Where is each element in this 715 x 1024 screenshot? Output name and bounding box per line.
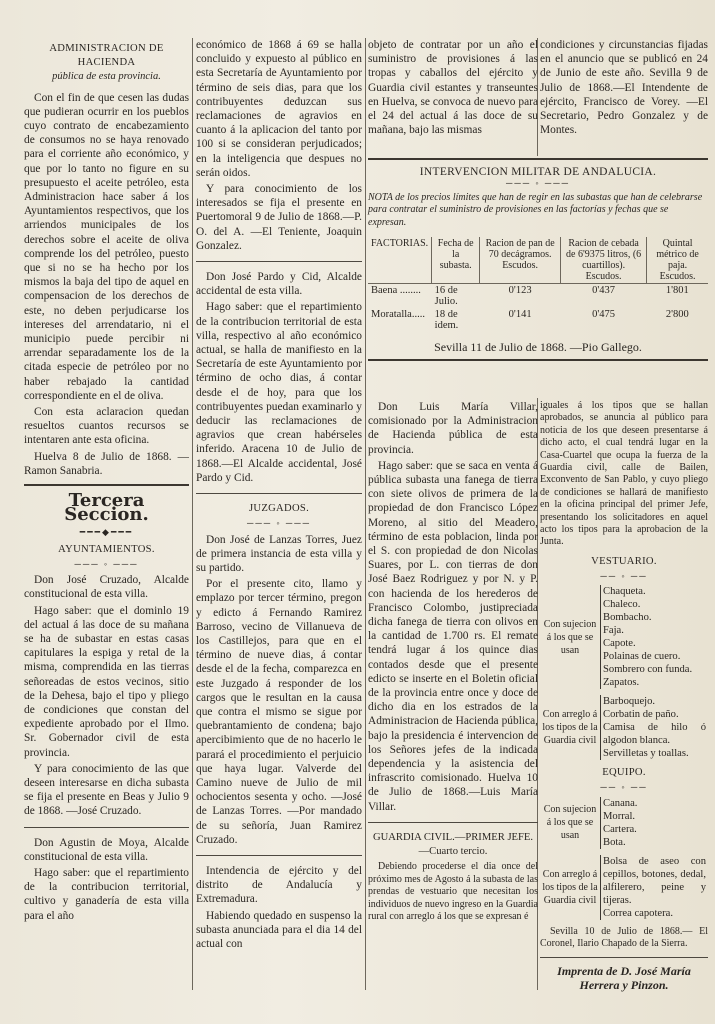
column-4 [540, 400, 708, 1000]
guardia-signature: Sevilla 10 de Julio de 1868.— El Coronel, Ilario Chapado de la Sierra. [540, 925, 708, 950]
header-paja: Quintal métrico de paja. Escudos. [647, 237, 708, 284]
header-cebada: Racion de cebada de 6'9375 litros, (6 cuartillos). Escudos. [560, 237, 646, 284]
admin-subtitle: pública de esta provincia. [52, 71, 161, 83]
cell: 0'475 [592, 309, 616, 321]
cell: 1'801 [665, 285, 689, 297]
cell: 0'141 [508, 309, 532, 321]
list-item: Sombrero con funda. [603, 664, 693, 676]
list-item: Chaqueta. [603, 586, 646, 598]
cell: 0'437 [592, 285, 616, 297]
divider [196, 493, 362, 494]
cruzado-body: Hago saber: que el dominlo 19 del actual á las doce de su mañana se ha de subastar en estas casas capitulares la espiga y retal de la misma, comprendida en las tierras señoreadas de estos vecinos, sitio de la Dehesa, bajo el tipo y pliego de condiciones que constan del expediente aprobado por el Ilmo. Sr. Gobernador civil de esta provincia. [24, 604, 189, 759]
cell: 2'800 [665, 309, 689, 321]
equipo-group-1 [540, 797, 708, 849]
group-label: Con arreglo á los tipos de la Guardia civil [542, 709, 598, 747]
equipo-group-2 [540, 855, 708, 920]
guardia-continuation: iguales á los tipos que se hallan aprobados, se anuncia al público para noticia de los que deseen presentarse á dicho acto, el cual tendrá lugar en la Casa-Cuartel que ocupa la fuerza de la Guardia civil, calle de Bailen, Exconvento de San Pablo, y cuyo pliego de condiciones se hallará de manifiesto en la oficina principal del primer Jefe, presentando los solicitadores en aquel acto los tipos para la aprobacion de la Junta. [540, 400, 708, 548]
intervencion-note: NOTA de los precios límites que han de regir en las subastas que han de celebrarse para contratar el suministro de provisiones en las factorías y fechas que se expresan. [368, 192, 703, 228]
cruzado-body-2: Y para conocimiento de las que deseen interesarse en dicha subasta se fija el presente en Beas y Julio 9 de 1868. —José Cruzado. [24, 762, 189, 818]
group-label: Con arreglo á los tipos de la Guardia civil [542, 868, 598, 906]
list-item: Bombacho. [603, 612, 652, 624]
juzgados-heading: JUZGADOS. [248, 503, 310, 515]
cell: Baena ........ [371, 285, 421, 297]
moya-body: Hago saber: que el repartimiento de la contribucion territorial, cultivo y ganadería de esta villa para el año [24, 866, 189, 922]
cell: 0'123 [508, 285, 532, 297]
list-item: Capote. [603, 638, 636, 650]
list-item: Bota. [603, 836, 626, 848]
admin-signature: Huelva 8 de Julio de 1868. —Ramon Sanabria. [24, 450, 189, 477]
column-3 [368, 400, 538, 990]
divider [368, 822, 538, 823]
intervencion-title: INTERVENCION MILITAR DE ANDALUCIA. [419, 166, 657, 178]
list-item: Faja. [603, 625, 624, 637]
divider [24, 827, 189, 828]
vestuario-group-2 [540, 695, 708, 760]
admin-body: Con el fin de que cesen las dudas que pudieran ocurrir en los pueblos cuyo contrato de encabezamiento de consumos no se haya renovado para el corriente año económico, y que por lo tanto no figure en su presupuesto el aceite petróleo, esta Administracion hace saber á los Ayuntamientos respectivos, que los arriendos municipales de los derechos sobre el aceite de oliva comprende los del petróleo, puesto que si no se ha hecho por los mismos la baja del tipo de aquel en compensacion de los derechos de este, no deben perjudicarse los intereses del arrendatario, ni el municipio puede percibir ni arrendar separadamente los de la citada especie de petróleo por no haber rebajado la cantidad correspondiente en el de oliva. [24, 91, 189, 402]
pardo-body: Hago saber: que el repartimiento de la contribucion territorial de esta villa, respectivo al año económico actual, se halla de manifiesto en la Secretaría de este Ayuntamiento por término de ocho dias, á contar desde el de hoy, para que los contribuyentes puedan examinarlo y deducir las reclamaciones de agravios que crean habérseles inferido. Aracena 10 de Julio de 1868.—El Alcalde accidental, José Pardo y Cid. [196, 301, 362, 484]
group-items [601, 855, 709, 920]
lanzas-body: Por el presente cito, llamo y emplazo por tercer término, pregon y edicto á Fernando Ramirez Barroso, vecino de Villanueva de los Castillejos, para que en el término de nueve dias, á contar desde el de la fecha, comparezca en este Juzgado á responder de los cargos que le resultan en la causa que contra el mismo se sigue por quebrantamiento de condena; bajo apercibimiento que de no hacerlo le parará el procedimiento el perjuicio que haya lugar. Valverde del Camino nueve de Julio de mil ochocientos sesenta y ocho. —José de Lanzas Torres. —Por mandado de su señoría, Juan Ramirez Cruzado. [196, 578, 362, 846]
list-item: Barboquejo. [603, 696, 656, 708]
column-2 [196, 38, 362, 1018]
list-item: Bolsa de aseo con cepillos, botones, dedal, alfilerero, peine y tijeras. [603, 855, 706, 906]
cell: 18 de idem. [434, 309, 459, 332]
group-label: Con sujecion á los que se usan [543, 804, 597, 842]
list-item: Correa capotera. [603, 907, 673, 919]
list-item: Morral. [603, 810, 636, 822]
reparto-continuation: económico de 1868 á 69 se halla concluido y expuesto al público en esta Secretaría de Ayuntamiento por término de seis dias, para que los contribuyentes deduzcan sus reclamaciones de agravios en cuanto á la aplicacion del tanto por 100 si se consideran perjudicados; en la inteligencia que despues no serán oidos. [196, 39, 362, 179]
list-item: Chaleco. [603, 599, 641, 611]
ornament: ─── ◦ ─── [74, 558, 139, 569]
intervencion-signature: Sevilla 11 de Julio de 1868. —Pio Gallego. [434, 340, 642, 355]
table-row [368, 284, 708, 309]
group-items [601, 695, 709, 760]
cell: Moratalla..... [371, 309, 425, 321]
reparto-continuation-2: Y para conocimiento de los interesados se fija el presente en Puertomoral 9 de Julio de 1868.—P. O. del A. —El Teniente, Joaquin Gonzalez. [196, 183, 362, 252]
list-item: Servilletas y toallas. [603, 748, 689, 760]
cell: 16 de Julio. [434, 285, 458, 308]
ornament: ─── ◦ ─── [247, 518, 311, 529]
header-factorias: FACTORIAS. [368, 237, 432, 284]
list-item: Camisa de hilo ó algodon blanca. [603, 722, 706, 747]
divider [540, 957, 708, 958]
admin-title: ADMINISTRACION DE HACIENDA [49, 43, 164, 69]
group-items [601, 585, 709, 689]
divider [196, 855, 362, 856]
column-4-top [540, 38, 708, 156]
section-title: Tercera Seccion. [64, 490, 149, 526]
list-item: Cartera. [603, 823, 637, 835]
column-3-top [368, 38, 538, 156]
header-fecha: Fecha de la subasta. [432, 237, 480, 284]
price-table-header [368, 237, 708, 284]
lanzas-heading: Don José de Lanzas Torres, Juez de primera instancia de esta villa y su partido. [196, 533, 362, 574]
intendencia-body: Habiendo quedado en suspenso la subasta anunciada para el dia 14 del actual con [196, 909, 362, 950]
price-table [368, 237, 708, 332]
ornament: ─── ◦ ─── [506, 178, 570, 188]
intervencion-block [368, 158, 708, 361]
group-label: Con sujecion á los que se usan [543, 618, 597, 656]
villar-body: Hago saber: que se saca en venta á pública subasta una fanega de tierra con siete olivos de primera de la propiedad de don Francisco López Moreno, al sitio del Meadero, término de esta poblacion, linda por el S. con propiedad de don Nicolas Suares, por L. con tierras de don José Baez Rodriguez y por N. y P. con hacienda de los herederos de Francisco Colombo, justipreciada dicha fanega de tierra con olivos en la cantidad de 1.700 rs. El remate tendrá lugar á los quince dias contados desde que el presente edicto se inserte en el Boletin oficial de la provincia entre once y doce de dicho dia en los estrados de la Administracion de Hacienda pública, bajo la presidencia é intervencion de los Señores jefes de la indicada dependencia y la asistencia del infrascrito comisionado. Huelva 10 de Julio de 1868.—Luis María Villar. [368, 459, 538, 813]
intendencia-conclusion: condiciones y circunstancias fijadas en el anuncio que se publicó en 24 de Junio de este año. Sevilla 9 de Julio de 1868.—El Intendente de ejército, Francisco de Vorey. —El Secretario, Pedro Gonzalez y de Montes. [540, 39, 708, 137]
list-item: Corbatin de paño. [603, 709, 679, 721]
intendencia-continuation: objeto de contratar por un año el suministro de provisiones á las tropas y caballos del ejército y Guardia civil estantes y transeuntes en Huelva, se convoca de nuevo para el 24 del actual á las doce de su mañana, bajo las mismas [368, 39, 538, 137]
column-rule-2 [365, 38, 366, 990]
printer-imprint: Imprenta de D. José María Herrera y Pinzon. [557, 963, 691, 992]
table-row [368, 308, 708, 332]
list-item: Canana. [603, 797, 638, 809]
column-1 [24, 38, 189, 1018]
ayuntamientos-heading: AYUNTAMIENTOS. [58, 543, 155, 555]
divider [24, 484, 189, 486]
cruzado-heading: Don José Cruzado, Alcalde constitucional de esta villa. [24, 574, 189, 601]
vestuario-heading: VESTUARIO. [591, 555, 657, 567]
divider [368, 158, 708, 160]
admin-body-2: Con esta aclaracion quedan resueltos cuantos recursos se intentaren ante esta oficina. [24, 406, 189, 447]
divider [368, 359, 708, 361]
moya-heading: Don Agustin de Moya, Alcalde constitucional de esta villa. [24, 836, 189, 863]
equipo-heading: EQUIPO. [602, 767, 646, 779]
pardo-heading: Don José Pardo y Cid, Alcalde accidental de esta villa. [196, 271, 362, 298]
vestuario-group-1 [540, 585, 708, 689]
column-rule-1 [192, 38, 193, 990]
ornament: ━━━◆━━━ [79, 526, 134, 537]
villar-heading: Don Luis María Villar, comisionado por la Administracion de Hacienda pública de esta provincia. [368, 401, 538, 456]
header-pan: Racion de pan de 70 decágramos. Escudos. [480, 237, 561, 284]
ornament: ── ◦ ── [600, 782, 648, 793]
group-items [601, 797, 709, 849]
divider [196, 261, 362, 262]
intendencia-heading: Intendencia de ejército y del distrito de Andalucía y Extremadura. [196, 864, 362, 906]
ornament: ── ◦ ── [600, 571, 648, 582]
list-item: Zapatos. [603, 677, 640, 689]
list-item: Polainas de cuero. [603, 651, 681, 663]
guardia-heading: GUARDIA CIVIL.—PRIMER JEFE.—Cuarto tercio. [372, 831, 534, 858]
guardia-body: Debiendo procederse el dia once del próximo mes de Agosto á la subasta de las prendas de vestuario que necesitan los individuos de nuevo ingreso en la Guardia rural con arreglo á los que se expresan é [368, 861, 538, 922]
